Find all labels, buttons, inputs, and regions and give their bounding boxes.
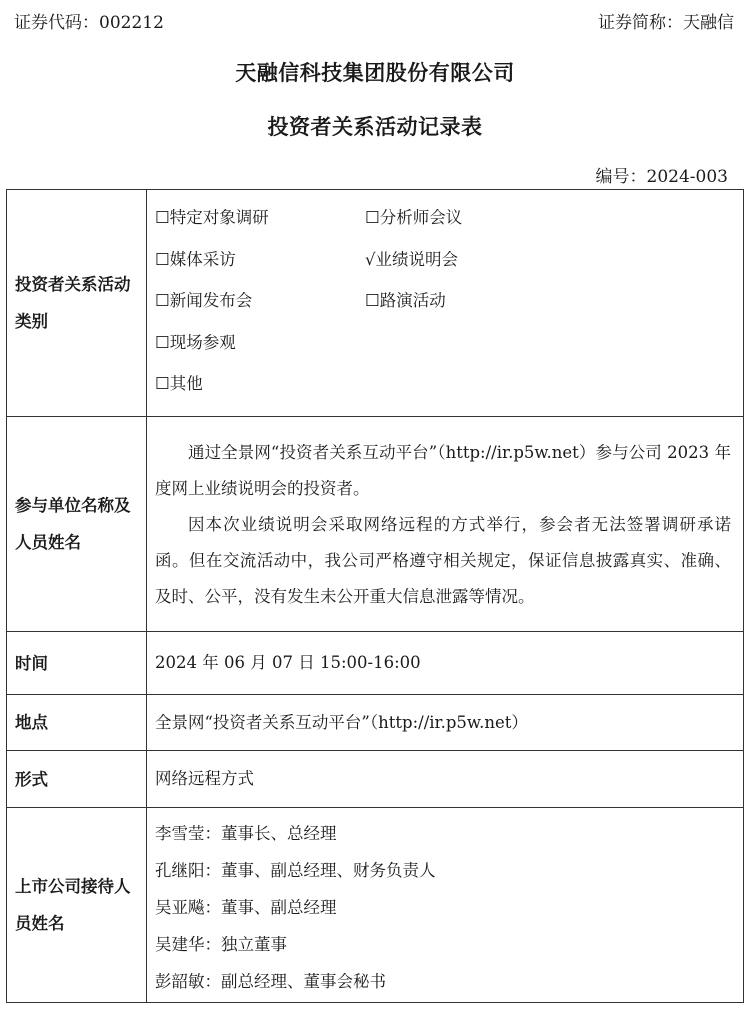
document-number: 编号：2024-003 — [595, 167, 728, 187]
investor-relations-record-table — [6, 189, 744, 1003]
participants-paragraph-1: 通过全景网“投资者关系互动平台”（http://ir.p5w.net）参与公司 2023 年度网上业绩说明会的投资者。 — [155, 443, 731, 498]
participants-label: 参与单位名称及人员姓名 — [7, 417, 147, 632]
row-reception — [7, 808, 744, 1003]
row-activity-type — [7, 190, 744, 417]
reception-label: 上市公司接待人员姓名 — [7, 808, 147, 1003]
option-empty — [365, 322, 565, 364]
row-location — [7, 695, 744, 751]
option-site-visit: ☐现场参观 — [155, 332, 236, 352]
option-media-interview: ☐媒体采访 — [155, 249, 236, 269]
person-entry: 孔继阳：董事、副总经理、财务负责人 — [155, 860, 436, 880]
activity-type-options — [155, 195, 731, 411]
person-entry: 李雪莹：董事长、总经理 — [155, 823, 337, 843]
stock-code: 证券代码：002212 — [14, 13, 164, 33]
participants-paragraph-2: 因本次业绩说明会采取网络远程的方式举行，参会者无法签署调研承诺函。但在交流活动中，我公司严格遵守相关规定，保证信息披露真实、准确、及时、公平，没有发生未公开重大信息泄露等情况。 — [155, 515, 731, 606]
location-label: 地点 — [7, 695, 147, 751]
person-entry: 吴亚飚：董事、副总经理 — [155, 897, 337, 917]
time-label: 时间 — [7, 632, 147, 695]
row-time — [7, 632, 744, 695]
reception-people-list — [155, 809, 731, 1002]
reception-content — [147, 808, 744, 1003]
participants-content — [147, 417, 744, 632]
option-specific-research: ☐特定对象调研 — [155, 208, 269, 228]
person-entry: 彭韶敏：副总经理、董事会秘书 — [155, 971, 386, 991]
option-other: ☐其他 — [155, 374, 203, 394]
activity-type-content — [147, 190, 744, 417]
format-value: 网络远程方式 — [147, 751, 744, 808]
option-earnings-briefing: √业绩说明会 — [365, 249, 459, 269]
option-press-conference: ☐新闻发布会 — [155, 291, 253, 311]
person-entry: 吴建华：独立董事 — [155, 934, 287, 954]
document-title: 投资者关系活动记录表 — [267, 114, 483, 139]
option-analyst-meeting: ☐分析师会议 — [365, 208, 463, 228]
option-roadshow: ☐路演活动 — [365, 291, 446, 311]
row-participants — [7, 417, 744, 632]
activity-type-label: 投资者关系活动类别 — [7, 190, 147, 417]
company-title: 天融信科技集团股份有限公司 — [235, 60, 515, 85]
time-value: 2024 年 06 月 07 日 15:00-16:00 — [147, 632, 744, 695]
format-label: 形式 — [7, 751, 147, 808]
stock-short-name: 证券简称：天融信 — [598, 13, 734, 33]
row-format — [7, 751, 744, 808]
location-value: 全景网“投资者关系互动平台”（http://ir.p5w.net） — [147, 695, 744, 751]
